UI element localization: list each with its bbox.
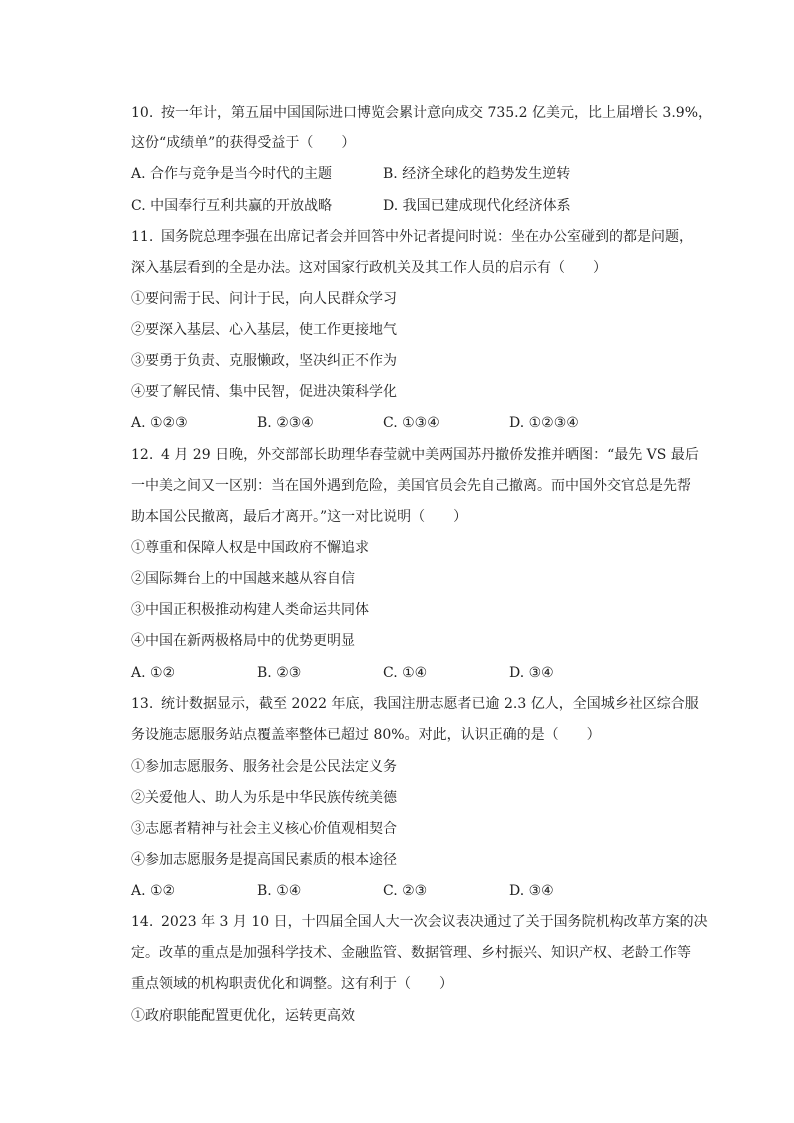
statement-item: ③中国正积极推动构建人类命运共同体 <box>131 602 369 618</box>
question-stem-line: 这份“成绩单”的获得受益于（ ） <box>131 135 356 151</box>
statement-item: ①要问需于民、问计于民，向人民群众学习 <box>131 291 397 307</box>
option-a: A. ①② <box>131 883 176 899</box>
statement-item: ④参加志愿服务是提高国民素质的根本途径 <box>131 852 397 868</box>
option-c: C. ①③④ <box>383 415 440 431</box>
question-stem-line: 4 月 29 日晚，外交部部长助理华春莹就中美两国苏丹撤侨发推并晒图：“最先 VS 最后 <box>161 447 699 463</box>
option-a: A. ①②③ <box>131 415 188 431</box>
option-b: B. ②③④ <box>257 415 314 431</box>
question-stem-line: 助本国公民撤离，最后才离开。”这一对比说明（ ） <box>131 509 468 525</box>
statement-item: ③要勇于负责、克服懒政，坚决纠正不作为 <box>131 353 397 369</box>
question-stem-line: 务设施志愿服务站点覆盖率整体已超过 80%。对此，认识正确的是（ ） <box>131 727 601 743</box>
question-stem-line: 统计数据显示，截至 2022 年底，我国注册志愿者已逾 2.3 亿人，全国城乡社区综合服 <box>161 696 699 712</box>
option-c: C. ②③ <box>383 883 428 899</box>
option-c: C. 中国奉行互利共赢的开放战略 <box>131 198 333 214</box>
question-stem-line: 按一年计，第五届中国国际进口博览会累计意向成交 735.2 亿美元，比上届增长 3.9%， <box>161 105 712 121</box>
statement-item: ②关爱他人、助人为乐是中华民族传统美德 <box>131 790 397 806</box>
question-number: 14. <box>131 914 154 930</box>
statement-item: ④中国在新两极格局中的优势更明显 <box>131 633 355 649</box>
option-d: D. ③④ <box>509 665 554 681</box>
statement-item: ④要了解民情、集中民智，促进决策科学化 <box>131 384 397 400</box>
question-number: 10. <box>131 105 154 121</box>
option-d: D. ①②③④ <box>509 415 579 431</box>
question-stem-line: 深入基层看到的全是办法。这对国家行政机关及其工作人员的启示有（ ） <box>131 260 607 276</box>
statement-item: ①参加志愿服务、服务社会是公民法定义务 <box>131 759 397 775</box>
option-b: B. 经济全球化的趋势发生逆转 <box>383 166 571 182</box>
option-a: A. 合作与竞争是当今时代的主题 <box>131 166 333 182</box>
option-a: A. ①② <box>131 665 176 681</box>
question-number: 11. <box>131 229 154 245</box>
statement-item: ②国际舞台上的中国越来越从容自信 <box>131 571 355 587</box>
statement-item: ②要深入基层、心入基层，使工作更接地气 <box>131 322 397 338</box>
question-stem-line: 重点领域的机构职责优化和调整。这有利于（ ） <box>131 976 453 992</box>
question-stem-line: 国务院总理李强在出席记者会并回答中外记者提问时说：坐在办公室碰到的都是问题， <box>161 229 693 245</box>
option-d: D. ③④ <box>509 883 554 899</box>
question-number: 13. <box>131 696 154 712</box>
question-number: 12. <box>131 447 154 463</box>
question-stem-line: 定。改革的重点是加强科学技术、金融监管、数据管理、乡村振兴、知识产权、老龄工作等 <box>131 945 691 961</box>
statement-item: ③志愿者精神与社会主义核心价值观相契合 <box>131 821 397 837</box>
option-c: C. ①④ <box>383 665 428 681</box>
option-b: B. ①④ <box>257 883 302 899</box>
option-b: B. ②③ <box>257 665 302 681</box>
question-stem-line: 2023 年 3 月 10 日，十四届全国人大一次会议表决通过了关于国务院机构改革方案的决 <box>161 914 708 930</box>
option-d: D. 我国已建成现代化经济体系 <box>383 198 571 214</box>
question-stem-line: 一中美之间又一区别：当在国外遇到危险，美国官员会先自己撤离。而中国外交官总是先帮 <box>131 478 691 494</box>
statement-item: ①政府职能配置更优化，运转更高效 <box>131 1008 355 1024</box>
statement-item: ①尊重和保障人权是中国政府不懈追求 <box>131 540 369 556</box>
